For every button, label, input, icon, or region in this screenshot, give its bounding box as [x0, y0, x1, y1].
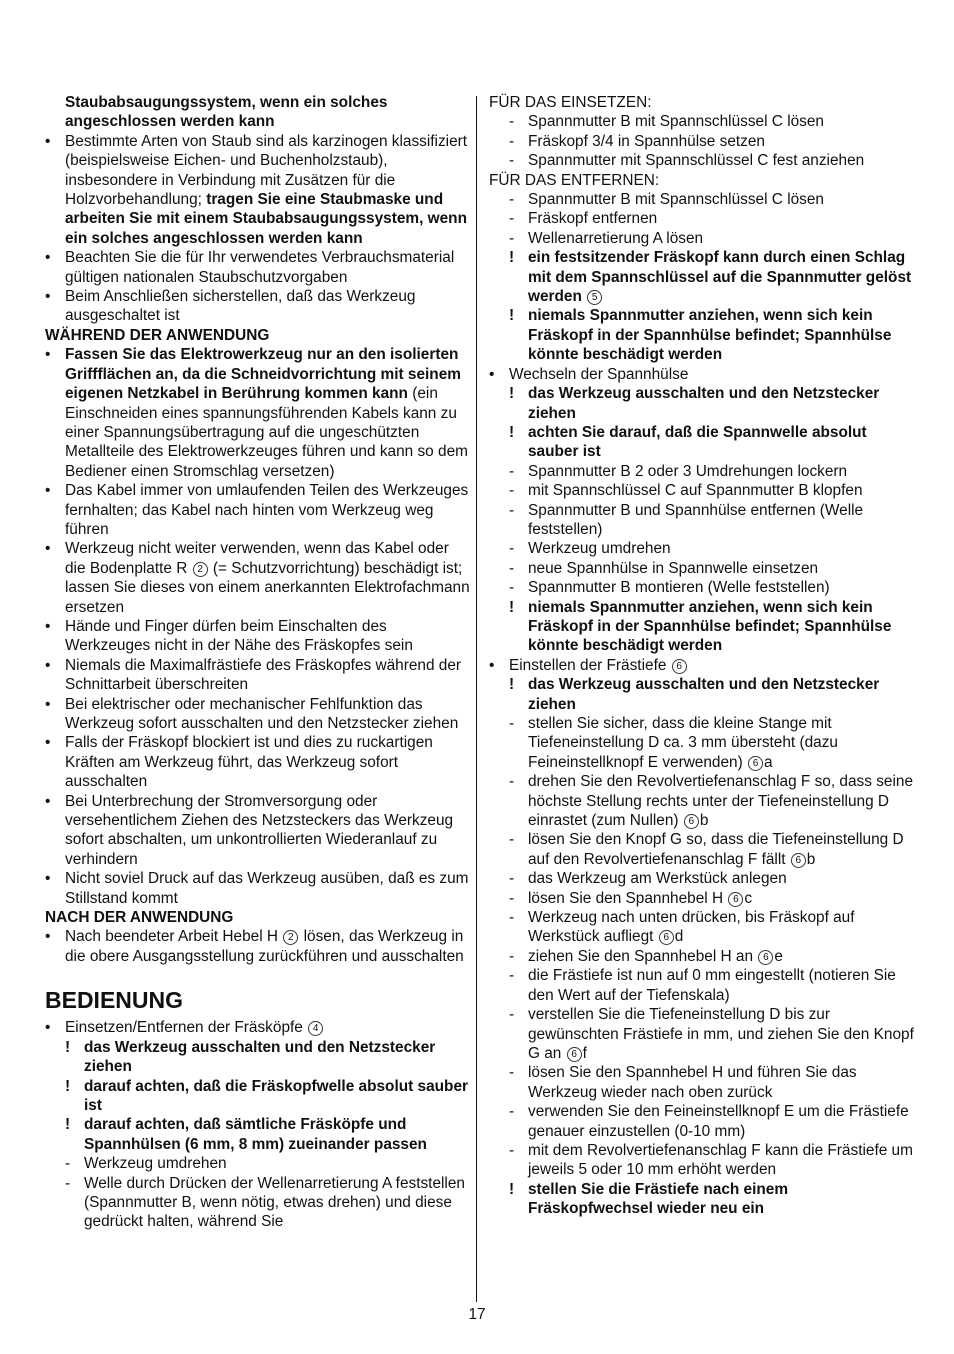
- bullet-blocked-cutter: • Falls der Fräskopf blockiert ist und dies zu ruckartigen Kräften am Werkzeug führt, das Werkzeug sofort ausschalten: [45, 733, 470, 791]
- bullet-power-interruption: • Bei Unterbrechung der Stromversorgung oder versehentlichem Ziehen des Netzsteckers das Werkzeug sofort abschalten, um unkontrollierten Wiederanlauf zu verhindern: [45, 792, 470, 870]
- warning: ! das Werkzeug ausschalten und den Netzstecker ziehen: [489, 384, 914, 423]
- step: - Wellenarretierung A lösen: [489, 229, 914, 248]
- step: - Werkzeug umdrehen: [489, 539, 914, 558]
- step-text: lösen Sie den Knopf G so, dass die Tiefeneinstellung D auf den Revolvertiefenanschlag F fällt: [528, 831, 904, 868]
- step: - Fräskopf 3/4 in Spannhülse setzen: [489, 132, 914, 151]
- bullet-text: (ein Einschneiden eines spannungsführenden Kabels kann zu einer Spannungsübertragung auf die ungeschützten Metallteile des Elektrowerkzeuges führen und kann so dem Bediener einen Stromschlag versetzen): [65, 385, 468, 480]
- bullet-text: Bestimmte Arten von Staub sind als karzinogen klassifiziert (beispielsweise Eichen- und Buchenholzstaub), insbesondere in Verbindung mit Zusätzen für die Holzvorbehandlung;: [65, 132, 468, 209]
- step: - Spannmutter B und Spannhülse entfernen (Welle feststellen): [489, 501, 914, 540]
- figure-ref-letter: c: [744, 889, 753, 907]
- step: - die Frästiefe ist nun auf 0 mm eingestellt (notieren Sie den Wert auf der Tiefenskala): [489, 966, 914, 1005]
- step-lock-shaft: - Welle durch Drücken der Wellenarretierung A feststellen (Spannmutter B, wenn nötig, etwas drehen) und diese gedrückt halten, während Sie: [45, 1174, 470, 1232]
- bullet-switched-off: • Beim Anschließen sicherstellen, daß das Werkzeug ausgeschaltet ist: [45, 287, 470, 326]
- warning: ! achten Sie darauf, daß die Spannwelle absolut sauber ist: [489, 423, 914, 462]
- step: [489, 714, 914, 772]
- left-column: [45, 93, 470, 1232]
- step: [489, 1005, 914, 1063]
- figure-ref-letter: a: [764, 753, 773, 771]
- heading-after-use: NACH DER ANWENDUNG: [45, 909, 234, 927]
- bullet-hands-fingers: • Hände und Finger dürfen beim Einschalten des Werkzeuges nicht in der Nähe des Fräskopfes sein: [45, 617, 470, 656]
- step: - Spannmutter B mit Spannschlüssel C lösen: [489, 112, 914, 131]
- figure-ref-number: 6: [791, 853, 806, 868]
- section-title: BEDIENUNG: [45, 987, 184, 1014]
- step-text: lösen Sie den Spannhebel H: [528, 889, 724, 907]
- figure-ref-number: 6: [684, 814, 699, 829]
- step: - mit dem Revolvertiefenanschlag F kann die Frästiefe um jeweils 5 oder 10 mm erhöht werden: [489, 1141, 914, 1180]
- figure-ref-number: 6: [748, 756, 763, 771]
- figure-ref-number: 6: [758, 950, 773, 965]
- heading-remove: FÜR DAS ENTFERNEN:: [489, 171, 660, 189]
- bullet-text: (= Schutzvorrichtung) beschädigt ist; lassen Sie dieses von einem anerkannten Elektrofachmann ersetzen: [65, 559, 470, 616]
- figure-ref-number: 5: [587, 290, 602, 305]
- bullet-cable-away: • Das Kabel immer von umlaufenden Teilen des Werkzeuges fernhalten; das Kabel nach hinten vom Werkzeug weg führen: [45, 481, 470, 539]
- figure-ref-letter: d: [674, 928, 684, 946]
- warning-collets-match: ! darauf achten, daß sämtliche Fräsköpfe und Spannhülsen (6 mm, 8 mm) zueinander passen: [45, 1115, 470, 1154]
- warning: ! stellen Sie die Frästiefe nach einem Fräskopfwechsel wieder neu ein: [489, 1180, 914, 1219]
- step: - Spannmutter mit Spannschlüssel C fest anziehen: [489, 151, 914, 170]
- bullet-change-collet: • Wechseln der Spannhülse: [489, 365, 914, 384]
- warning: ! niemals Spannmutter anziehen, wenn sich kein Fräskopf in der Spannhülse befindet; Spannhülse könnte beschädigt werden: [489, 598, 914, 656]
- bullet-text: Einstellen der Frästiefe: [509, 656, 667, 674]
- step-turn-over: - Werkzeug umdrehen: [45, 1154, 470, 1173]
- bullet-max-depth: • Niemals die Maximalfrästiefe des Fräskopfes während der Schnittarbeit überschreiten: [45, 656, 470, 695]
- step: - Spannmutter B mit Spannschlüssel C lösen: [489, 190, 914, 209]
- column-divider: [476, 96, 477, 1302]
- warning: ! das Werkzeug ausschalten und den Netzstecker ziehen: [489, 675, 914, 714]
- heading-during-use: WÄHREND DER ANWENDUNG: [45, 326, 270, 344]
- bullet-cable-damage: [45, 539, 470, 617]
- step: - das Werkzeug am Werkstück anlegen: [489, 869, 914, 888]
- bullet-insulated-grip: [45, 345, 470, 481]
- figure-ref-number: 4: [308, 1021, 323, 1036]
- figure-ref-letter: b: [806, 850, 816, 868]
- warning: ! niemals Spannmutter anziehen, wenn sich kein Fräskopf in der Spannhülse befindet; Spannhülse könnte beschädigt werden: [489, 306, 914, 364]
- step: - neue Spannhülse in Spannwelle einsetzen: [489, 559, 914, 578]
- step-text: ziehen Sie den Spannhebel H an: [528, 947, 754, 965]
- warning-shaft-clean: ! darauf achten, daß die Fräskopfwelle absolut sauber ist: [45, 1077, 470, 1116]
- right-column: [489, 93, 914, 1219]
- bullet-pressure: • Nicht soviel Druck auf das Werkzeug ausüben, daß es zum Stillstand kommt: [45, 869, 470, 908]
- step-text: Werkzeug nach unten drücken, bis Fräskopf auf Werkstück aufliegt: [528, 909, 855, 946]
- bullet-text-bold: tragen Sie eine Staubmaske und arbeiten Sie mit einem Staubabsaugungssystem, wenn ein solches angeschlossen werden kann: [65, 191, 467, 247]
- step: - verwenden Sie den Feineinstellknopf E um die Frästiefe genauer einzustellen (0-10 mm): [489, 1102, 914, 1141]
- step: [489, 889, 914, 908]
- step: - Spannmutter B montieren (Welle feststellen): [489, 578, 914, 597]
- bullet-set-depth: [489, 656, 914, 675]
- step: - Spannmutter B 2 oder 3 Umdrehungen lockern: [489, 462, 914, 481]
- figure-ref-letter: f: [582, 1044, 587, 1062]
- figure-ref-number: 6: [728, 892, 743, 907]
- bullet-text: Nach beendeter Arbeit Hebel H: [65, 928, 279, 946]
- bullet-text: lösen, das Werkzeug in die obere Ausgangsstellung zurückführen und ausschalten: [65, 928, 464, 965]
- warning-text: ein festsitzender Fräskopf kann durch einen Schlag mit dem Spannschlüssel auf die Spannmutter gelöst werden: [528, 249, 912, 306]
- bullet-after-work: [45, 927, 470, 966]
- bullet-malfunction: • Bei elektrischer oder mechanischer Fehlfunktion das Werkzeug sofort ausschalten und den Netzstecker ziehen: [45, 695, 470, 734]
- heading-insert: FÜR DAS EINSETZEN:: [489, 94, 652, 111]
- figure-ref-number: 6: [567, 1047, 582, 1062]
- bullet-insert-remove: [45, 1018, 470, 1037]
- step-text: verstellen Sie die Tiefeneinstellung D bis zur gewünschten Frästiefe in mm, und ziehen Sie den Knopf G an: [528, 1006, 914, 1062]
- safety-intro-bold: Staubabsaugungssystem, wenn ein solches angeschlossen werden kann: [65, 94, 388, 131]
- step-text: stellen Sie sicher, dass die kleine Stange mit Tiefeneinstellung D ca. 3 mm übersteht (dazu Feineinstellknopf E verwenden): [528, 715, 838, 771]
- bullet-text: Werkzeug nicht weiter verwenden, wenn das Kabel oder die Bodenplatte R: [65, 540, 449, 577]
- bullet-text: Einsetzen/Entfernen der Fräsköpfe: [65, 1019, 303, 1037]
- figure-ref-number: 6: [659, 930, 674, 945]
- bullet-text-bold: Fassen Sie das Elektrowerkzeug nur an den isolierten Griffflächen an, da die Schneidvorrichtung mit seinem eigenen Netzkabel in Berührung kommen kann: [65, 346, 461, 403]
- figure-ref-letter: e: [774, 947, 783, 965]
- figure-ref-letter: b: [699, 812, 709, 830]
- figure-ref-number: 2: [283, 930, 298, 945]
- figure-ref-number: 2: [193, 562, 208, 577]
- step: [489, 908, 914, 947]
- bullet-dust-regulations: • Beachten Sie die für Ihr verwendetes Verbrauchsmaterial gültigen nationalen Staubschutzvorgaben: [45, 248, 470, 287]
- step: [489, 772, 914, 830]
- warning-unplug: ! das Werkzeug ausschalten und den Netzstecker ziehen: [45, 1038, 470, 1077]
- warning: [489, 248, 914, 306]
- step: [489, 947, 914, 966]
- bullet-carcinogenic-dust: [45, 132, 470, 248]
- step: - lösen Sie den Spannhebel H und führen Sie das Werkzeug wieder nach oben zurück: [489, 1063, 914, 1102]
- figure-ref-number: 6: [672, 659, 687, 674]
- step-text: drehen Sie den Revolvertiefenanschlag F so, dass seine höchste Stellung rechts unter der Tiefeneinstellung D einrastet (zum Nullen): [528, 773, 913, 830]
- step: - Fräskopf entfernen: [489, 209, 914, 228]
- page-number: 17: [468, 1306, 486, 1323]
- step: [489, 830, 914, 869]
- step: - mit Spannschlüssel C auf Spannmutter B klopfen: [489, 481, 914, 500]
